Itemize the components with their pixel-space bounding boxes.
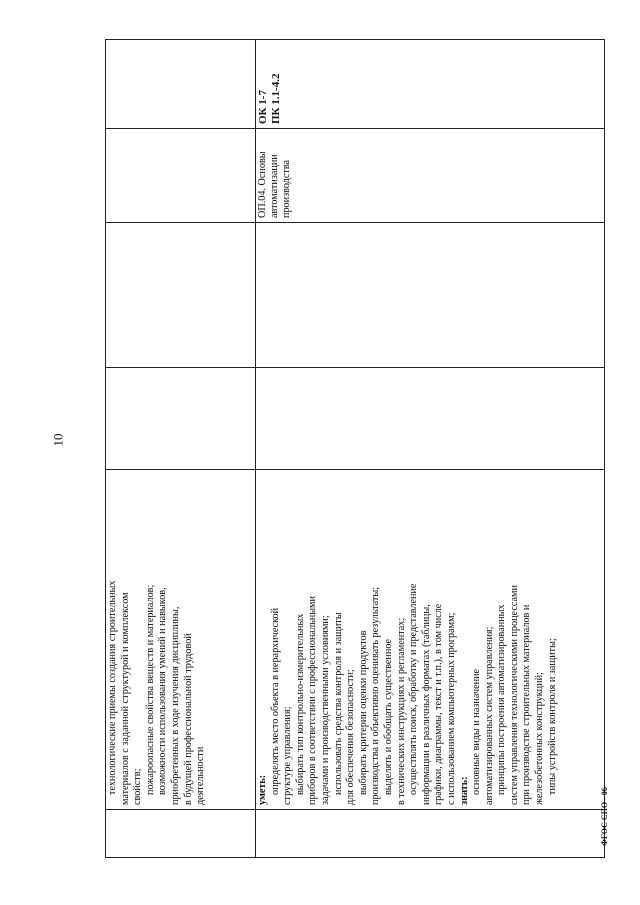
text-line: использовать средства контроля и защиты (332, 612, 344, 795)
discipline-cell-top (106, 129, 256, 223)
document-footer: ФГОС СПО - 06 (600, 787, 609, 846)
top-lines (107, 474, 208, 805)
index-cell-top (106, 810, 256, 858)
text-line: структуре управления; (282, 706, 294, 805)
discipline-line: ОП.04. Основы (257, 151, 268, 218)
text-line: производства и объективно оценивать результаты; (370, 586, 382, 805)
content-cell-top (106, 470, 256, 810)
max-hours-cell (256, 223, 605, 368)
discipline-line: автоматизации (269, 154, 280, 218)
hours-cell (256, 368, 605, 470)
text-line: с использованием компьютерных программ; (445, 612, 457, 805)
text-line: свойств; (132, 768, 144, 805)
text-line: задачами и производственными условиями; (319, 615, 331, 805)
text-line: определять место объекта в иерархической (269, 607, 281, 795)
text-line: выделять и обобщать существенное (382, 638, 394, 795)
competency-cell-top (106, 40, 256, 129)
text-line: железобетонных конструкций; (534, 672, 546, 805)
umet-heading: уметь: (257, 774, 268, 805)
text-line: деятельности (195, 746, 207, 805)
competency-code: ОК 1-7 (257, 90, 269, 124)
content-cell (256, 470, 605, 810)
index-cell (256, 810, 605, 858)
text-line: автоматизированных систем управления; (483, 626, 495, 805)
text-line: возможности использования умений и навыков, (157, 587, 169, 795)
competency-code: ПК 1.1-4.2 (270, 73, 282, 124)
text-line: выбирать тип контрольно-измерительных (294, 613, 306, 795)
page-number: 10 (50, 433, 66, 447)
text-line: в технических инструкциях и регламентах; (395, 617, 407, 805)
text-line: типы устройств контроля и защиты; (546, 638, 558, 795)
text-line: приборов в соответствии с профессиональными (307, 596, 319, 805)
text-line: технологические приемы создания строительных (107, 580, 118, 795)
text-line: осуществлять поиск, обработку и представление (408, 583, 420, 795)
requirements-table (105, 40, 605, 858)
text-line: выбирать критерии оценки продуктов (357, 630, 369, 795)
text-line: информации в различных форматах (таблицы, (420, 604, 432, 805)
text-line: пожароопасные свойства веществ и материалов; (144, 584, 156, 795)
text-line: графики, диаграммы, текст и т.п.), в том числе (433, 603, 445, 805)
max-hours-cell-top (106, 223, 256, 368)
text-line: при производстве строительных материалов и (521, 604, 533, 805)
znat-heading: знать: (458, 776, 470, 805)
text-line: материалов с заданной структурой и комплексом (119, 592, 131, 805)
text-line: систем управления технологическими процессами (508, 585, 520, 805)
znat-lines (471, 474, 559, 805)
hours-cell-top (106, 368, 256, 470)
text-line: принципы построения автоматизированных (496, 604, 508, 795)
text-line: в будущей профессиональной трудовой (182, 633, 194, 805)
text-line: приобретенных в ходе изучения дисциплины, (169, 606, 181, 805)
discipline-line: производства (281, 159, 292, 218)
umet-lines (270, 474, 459, 805)
text-line: для обеспечения безопасности; (345, 669, 357, 805)
competency-codes (257, 44, 283, 124)
discipline-cell (256, 129, 605, 223)
text-line: основные виды и назначение (471, 668, 483, 795)
competency-cell (256, 40, 605, 129)
discipline-name (257, 133, 293, 218)
